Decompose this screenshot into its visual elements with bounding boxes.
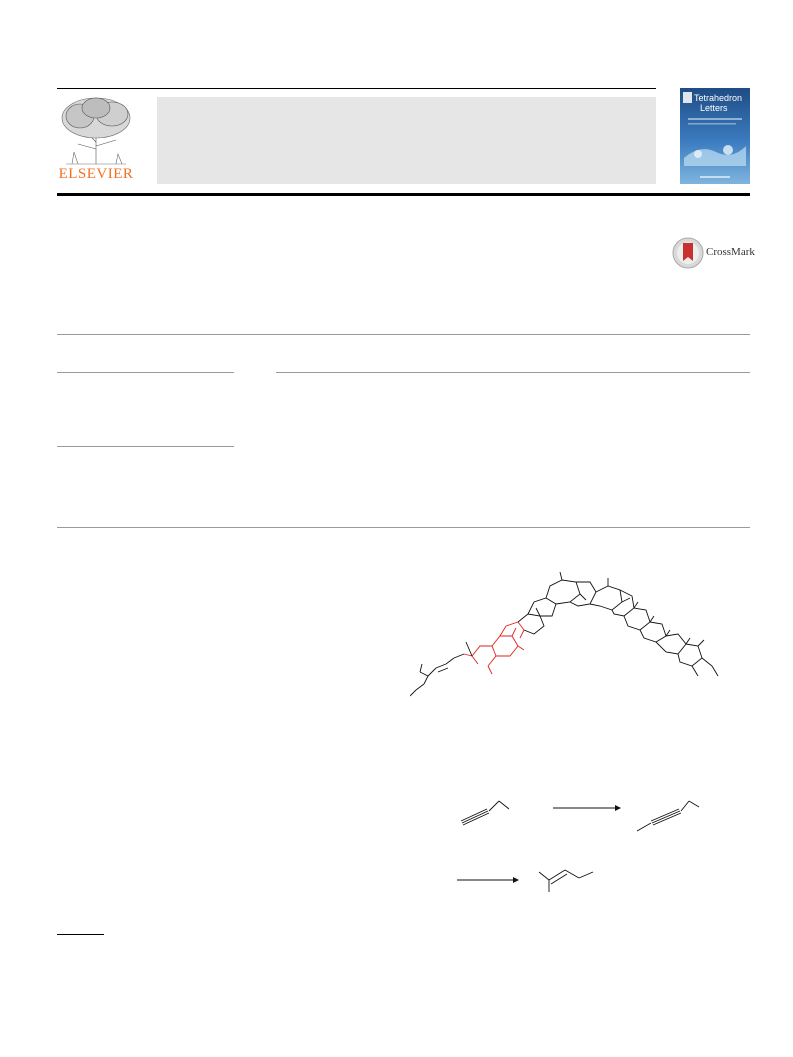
alkyne-triple-a <box>461 809 487 821</box>
header-top-rule <box>57 88 656 89</box>
journal-banner <box>157 97 656 184</box>
section-rule-top <box>57 334 750 335</box>
side-chain <box>410 642 472 696</box>
article-info-rule <box>57 372 234 373</box>
keywords-rule <box>57 446 234 447</box>
cover-title-line2: Letters <box>700 103 728 113</box>
crossmark-label[interactable]: CrossMark <box>706 246 755 258</box>
polyether-structure-figure <box>410 572 750 722</box>
elsevier-tree-logo <box>56 94 136 166</box>
cover-title-line1: Tetrahedron <box>694 93 743 103</box>
footnote-rule <box>57 934 104 935</box>
header-thick-rule <box>57 193 750 196</box>
reaction-scheme-1 <box>455 795 705 835</box>
abstract-rule <box>276 372 750 373</box>
reaction-scheme-2 <box>455 862 615 902</box>
journal-cover-image[interactable] <box>680 88 750 184</box>
crossmark-icon[interactable] <box>672 237 704 269</box>
section-rule-bottom <box>57 527 750 528</box>
highlighted-rings <box>464 622 524 674</box>
elsevier-wordmark: ELSEVIER <box>58 166 134 182</box>
backbone-rings <box>518 572 718 676</box>
